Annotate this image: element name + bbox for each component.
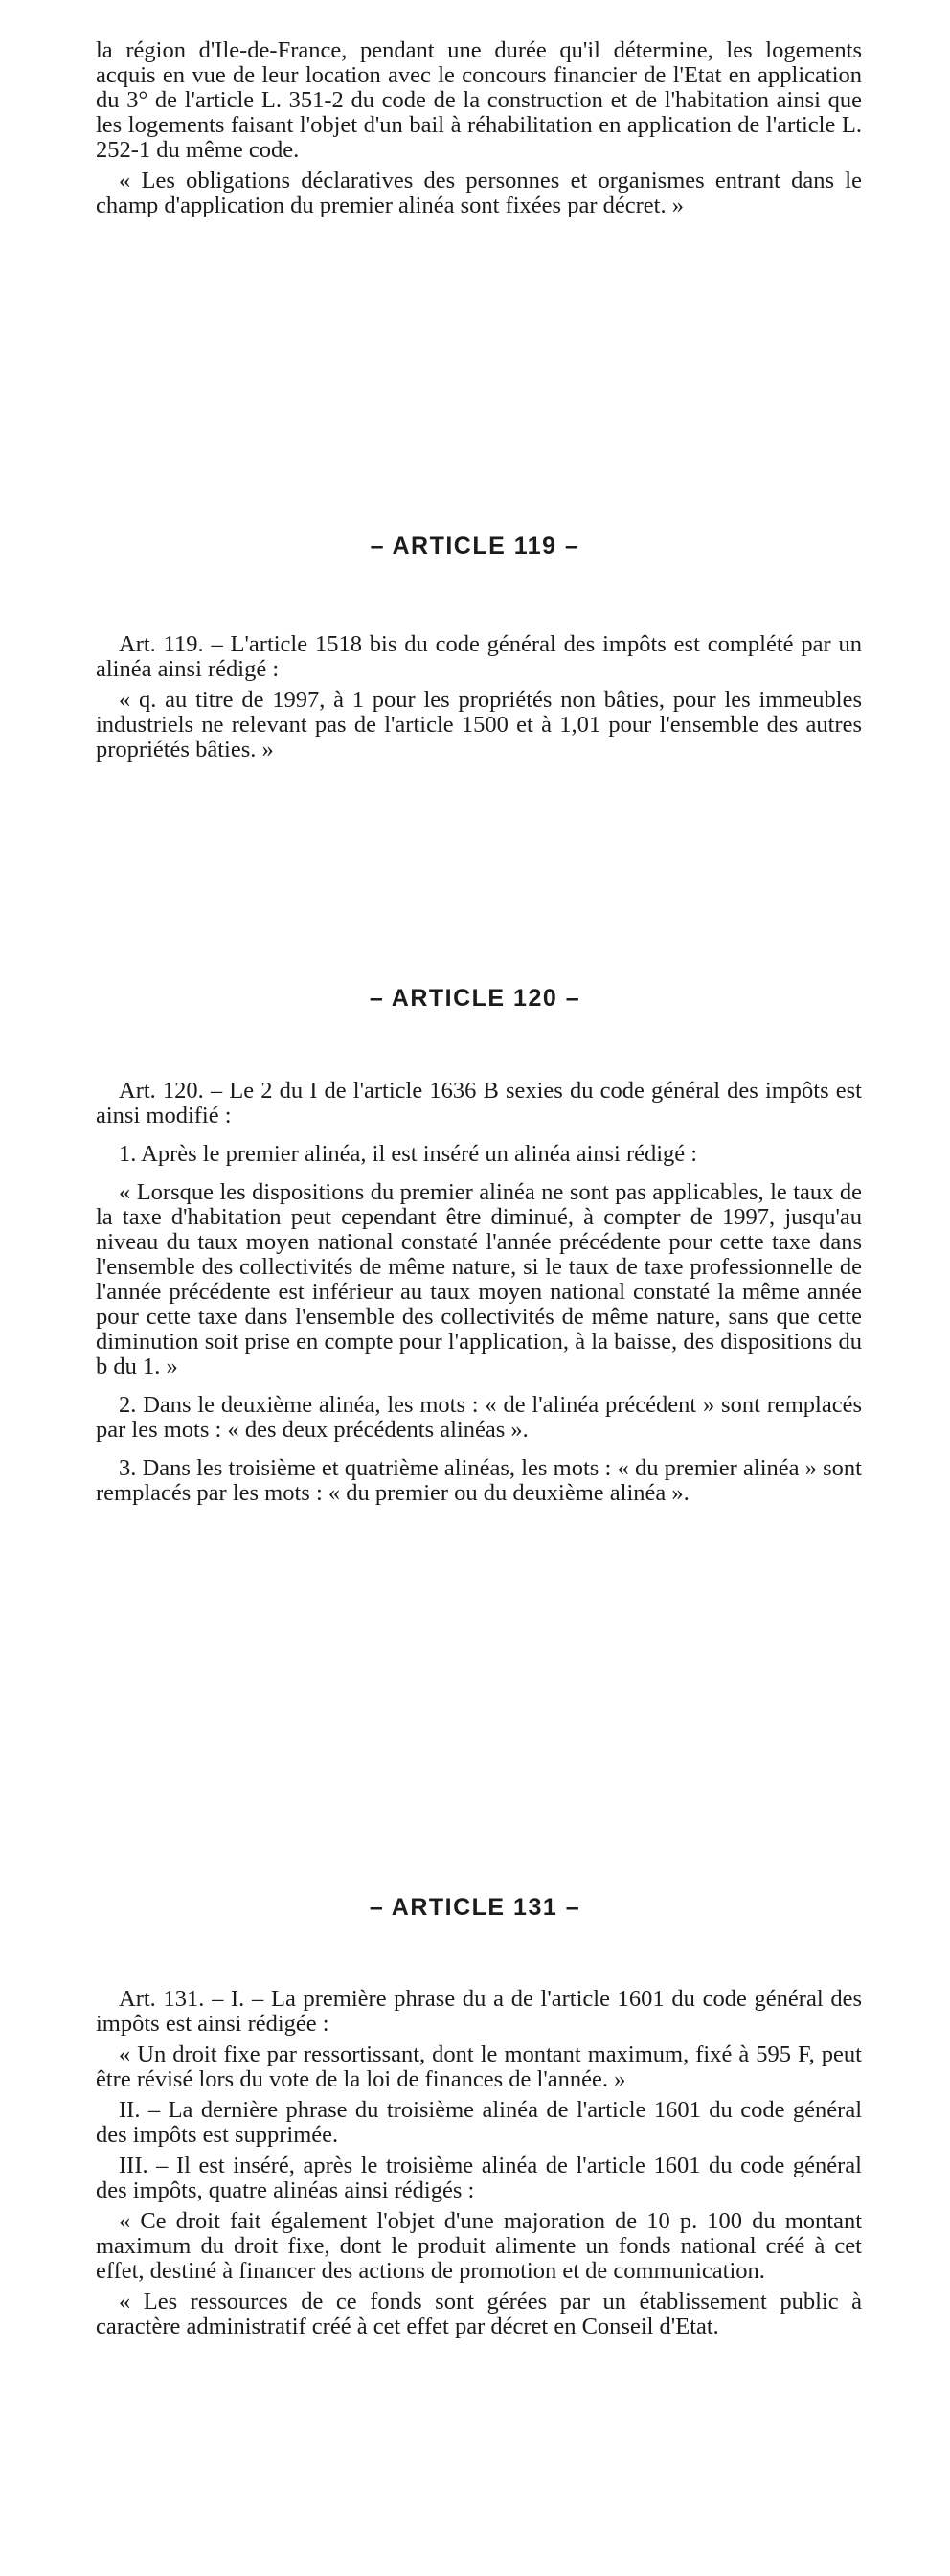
article-119-heading: – ARTICLE 119 – [370, 533, 580, 559]
paragraph: « q. au titre de 1997, à 1 pour les propriétés non bâties, pour les immeubles industriels ne relevant pas de l'article 1500 et à 1,01 pour l'ensemble des autres propriétés bâties. » [96, 687, 862, 763]
paragraph: « Les obligations déclaratives des personnes et organismes entrant dans le champ d'application du premier alinéa sont fixées par décret. » [96, 168, 862, 218]
article-120-section [96, 1079, 862, 1506]
paragraph: « Lorsque les dispositions du premier alinéa ne sont pas applicables, le taux de la taxe d'habitation peut cependant être diminué, à compter de 1997, jusqu'au niveau du taux moyen national constaté l'année précédente pour cette taxe dans l'ensemble des collectivités de même nature, si le taux de taxe professionnelle de l'année précédente est inférieur au taux moyen national constaté la même année pour cette taxe dans l'ensemble des collectivités de même nature, sans que cette diminution soit prise en compte pour l'application, à la baisse, des dispositions du b du 1. » [96, 1179, 862, 1379]
paragraph: 2. Dans le deuxième alinéa, les mots : « de l'alinéa précédent » sont remplacés par les mots : « des deux précédents alinéas ». [96, 1392, 862, 1443]
article-131-section [96, 1987, 862, 2339]
paragraph: la région d'Ile-de-France, pendant une durée qu'il détermine, les logements acquis en vue de leur location avec le concours financier de l'Etat en application du 3° de l'article L. 351-2 du code de la construction et de l'habitation ainsi que les logements faisant l'objet d'un bail à réhabilitation en application de l'article L. 252-1 du même code. [96, 37, 862, 163]
paragraph: « Les ressources de ce fonds sont gérées par un établissement public à caractère administratif créé à cet effet par décret en Conseil d'Etat. [96, 2289, 862, 2339]
paragraph: Art. 120. – Le 2 du I de l'article 1636 B sexies du code général des impôts est ainsi modifié : [96, 1078, 862, 1128]
paragraph: Art. 119. – L'article 1518 bis du code général des impôts est complété par un alinéa ainsi rédigé : [96, 631, 862, 682]
article-131-heading: – ARTICLE 131 – [369, 1894, 581, 1921]
paragraph: 3. Dans les troisième et quatrième alinéas, les mots : « du premier alinéa » sont remplacés par les mots : « du premier ou du deuxième alinéa ». [96, 1455, 862, 1506]
paragraph: « Un droit fixe par ressortissant, dont le montant maximum, fixé à 595 F, peut être révisé lors du vote de la loi de finances de l'année. » [96, 2041, 862, 2092]
paragraph: II. – La dernière phrase du troisième alinéa de l'article 1601 du code général des impôts est supprimée. [96, 2097, 862, 2148]
intro-section [96, 38, 862, 218]
paragraph: 1. Après le premier alinéa, il est inséré un alinéa ainsi rédigé : [119, 1141, 698, 1167]
paragraph: III. – Il est inséré, après le troisième alinéa de l'article 1601 du code général des impôts, quatre alinéas ainsi rédigés : [96, 2153, 862, 2203]
article-119-section [96, 632, 862, 763]
paragraph: « Ce droit fait également l'objet d'une majoration de 10 p. 100 du montant maximum du droit fixe, dont le produit alimente un fonds national créé à cet effet, destiné à financer des actions de promotion et de communication. [96, 2208, 862, 2284]
paragraph: Art. 131. – I. – La première phrase du a de l'article 1601 du code général des impôts est ainsi rédigée : [96, 1986, 862, 2037]
article-120-heading: – ARTICLE 120 – [369, 985, 581, 1012]
